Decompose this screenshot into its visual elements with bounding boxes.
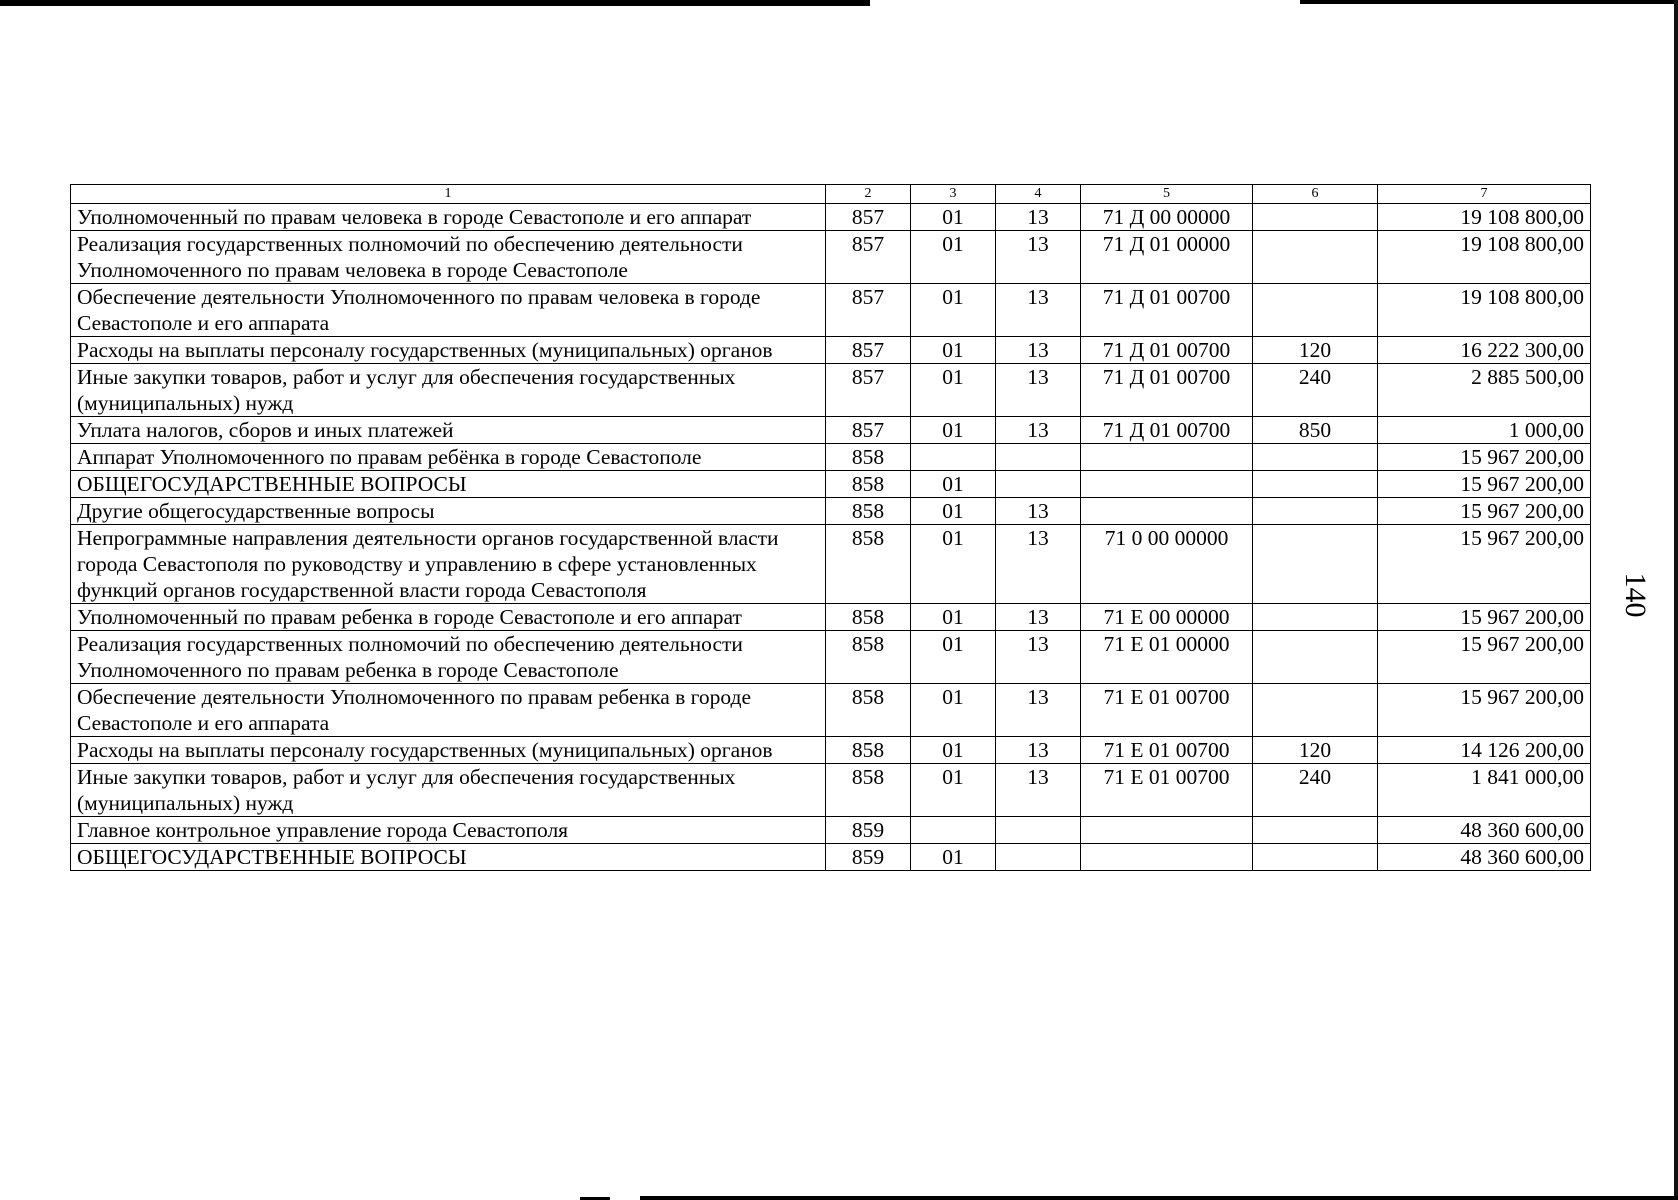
row-section: 01 (911, 525, 996, 604)
row-expense-type (1253, 444, 1378, 471)
row-section: 01 (911, 604, 996, 631)
row-target-article: 71 0 00 00000 (1081, 525, 1253, 604)
row-expense-type: 850 (1253, 417, 1378, 444)
row-subsection: 13 (996, 737, 1081, 764)
row-section: 01 (911, 684, 996, 737)
row-target-article: 71 Е 01 00700 (1081, 737, 1253, 764)
row-name: Уполномоченный по правам ребенка в городе Севастополе и его аппарат (71, 604, 826, 631)
row-name: Обеспечение деятельности Уполномоченного по правам человека в городе Севастополе и его аппарата (71, 284, 826, 337)
row-ministry-code: 858 (826, 525, 911, 604)
row-section: 01 (911, 737, 996, 764)
row-ministry-code: 858 (826, 604, 911, 631)
row-expense-type (1253, 631, 1378, 684)
scan-edge-right (1674, 0, 1678, 1200)
row-expense-type (1253, 231, 1378, 284)
scan-edge-top-right (1300, 0, 1678, 4)
row-subsection: 13 (996, 525, 1081, 604)
row-section: 01 (911, 471, 996, 498)
row-subsection (996, 844, 1081, 871)
row-target-article: 71 Д 01 00700 (1081, 364, 1253, 417)
header-col-6: 6 (1253, 185, 1378, 204)
row-amount: 15 967 200,00 (1378, 471, 1591, 498)
row-target-article: 71 Е 01 00700 (1081, 764, 1253, 817)
row-subsection (996, 471, 1081, 498)
row-ministry-code: 859 (826, 844, 911, 871)
row-amount: 14 126 200,00 (1378, 737, 1591, 764)
row-amount: 15 967 200,00 (1378, 604, 1591, 631)
row-target-article (1081, 817, 1253, 844)
row-subsection: 13 (996, 284, 1081, 337)
row-subsection: 13 (996, 417, 1081, 444)
table-row (71, 525, 1591, 604)
row-target-article: 71 Д 00 00000 (1081, 204, 1253, 231)
row-ministry-code: 857 (826, 231, 911, 284)
row-name: Реализация государственных полномочий по обеспечению деятельности Уполномоченного по правам ребенка в городе Севастополе (71, 631, 826, 684)
row-target-article (1081, 444, 1253, 471)
row-amount: 48 360 600,00 (1378, 844, 1591, 871)
row-expense-type: 240 (1253, 364, 1378, 417)
row-subsection: 13 (996, 204, 1081, 231)
row-name: ОБЩЕГОСУДАРСТВЕННЫЕ ВОПРОСЫ (71, 844, 826, 871)
row-amount: 1 841 000,00 (1378, 764, 1591, 817)
row-section: 01 (911, 284, 996, 337)
row-expense-type (1253, 204, 1378, 231)
row-ministry-code: 858 (826, 498, 911, 525)
table-row (71, 764, 1591, 817)
row-subsection: 13 (996, 364, 1081, 417)
header-col-5: 5 (1081, 185, 1253, 204)
row-target-article: 71 Д 01 00700 (1081, 337, 1253, 364)
table-row (71, 737, 1591, 764)
row-name: Другие общегосударственные вопросы (71, 498, 826, 525)
row-name: Иные закупки товаров, работ и услуг для обеспечения государственных (муниципальных) нужд (71, 364, 826, 417)
row-amount: 15 967 200,00 (1378, 498, 1591, 525)
header-col-3: 3 (911, 185, 996, 204)
header-col-4: 4 (996, 185, 1081, 204)
row-subsection: 13 (996, 631, 1081, 684)
table-row (71, 417, 1591, 444)
row-amount: 19 108 800,00 (1378, 284, 1591, 337)
table-row (71, 204, 1591, 231)
table-row (71, 684, 1591, 737)
row-amount: 16 222 300,00 (1378, 337, 1591, 364)
row-amount: 15 967 200,00 (1378, 684, 1591, 737)
row-subsection (996, 817, 1081, 844)
row-target-article: 71 Е 01 00700 (1081, 684, 1253, 737)
table-row (71, 337, 1591, 364)
row-name: Уплата налогов, сборов и иных платежей (71, 417, 826, 444)
row-ministry-code: 858 (826, 631, 911, 684)
row-ministry-code: 858 (826, 444, 911, 471)
row-target-article: 71 Е 00 00000 (1081, 604, 1253, 631)
row-expense-type (1253, 817, 1378, 844)
table-row (71, 498, 1591, 525)
row-target-article (1081, 471, 1253, 498)
row-subsection: 13 (996, 337, 1081, 364)
row-ministry-code: 857 (826, 417, 911, 444)
row-name: Главное контрольное управление города Севастополя (71, 817, 826, 844)
row-expense-type (1253, 604, 1378, 631)
row-expense-type (1253, 844, 1378, 871)
row-subsection: 13 (996, 231, 1081, 284)
budget-table (70, 184, 1591, 871)
row-expense-type (1253, 684, 1378, 737)
row-section: 01 (911, 204, 996, 231)
row-ministry-code: 858 (826, 737, 911, 764)
row-amount: 15 967 200,00 (1378, 525, 1591, 604)
row-name: Иные закупки товаров, работ и услуг для обеспечения государственных (муниципальных) нужд (71, 764, 826, 817)
row-section (911, 817, 996, 844)
row-name: Уполномоченный по правам человека в городе Севастополе и его аппарат (71, 204, 826, 231)
header-col-7: 7 (1378, 185, 1591, 204)
row-target-article (1081, 844, 1253, 871)
row-name: Непрограммные направления деятельности органов государственной власти города Севастополя по руководству и управлению в сфере установленных функций органов государственной власти города Севастополя (71, 525, 826, 604)
row-ministry-code: 858 (826, 684, 911, 737)
row-section: 01 (911, 231, 996, 284)
row-subsection: 13 (996, 604, 1081, 631)
header-col-2: 2 (826, 185, 911, 204)
row-ministry-code: 858 (826, 764, 911, 817)
row-expense-type: 120 (1253, 737, 1378, 764)
row-name: Реализация государственных полномочий по обеспечению деятельности Уполномоченного по правам человека в городе Севастополе (71, 231, 826, 284)
table-row (71, 364, 1591, 417)
row-section (911, 444, 996, 471)
table-row (71, 817, 1591, 844)
header-row (71, 185, 1591, 204)
row-section: 01 (911, 844, 996, 871)
row-section: 01 (911, 764, 996, 817)
page-number: 140 (1619, 572, 1652, 618)
row-section: 01 (911, 417, 996, 444)
table-row (71, 631, 1591, 684)
row-name: Расходы на выплаты персоналу государственных (муниципальных) органов (71, 737, 826, 764)
row-name: Аппарат Уполномоченного по правам ребёнка в городе Севастополе (71, 444, 826, 471)
row-subsection (996, 444, 1081, 471)
row-expense-type (1253, 525, 1378, 604)
row-target-article: 71 Д 01 00700 (1081, 417, 1253, 444)
row-ministry-code: 857 (826, 204, 911, 231)
row-amount: 2 885 500,00 (1378, 364, 1591, 417)
row-name: ОБЩЕГОСУДАРСТВЕННЫЕ ВОПРОСЫ (71, 471, 826, 498)
row-subsection: 13 (996, 684, 1081, 737)
row-name: Обеспечение деятельности Уполномоченного по правам ребенка в городе Севастополе и его аппарата (71, 684, 826, 737)
row-amount: 15 967 200,00 (1378, 631, 1591, 684)
table-row (71, 471, 1591, 498)
row-ministry-code: 857 (826, 364, 911, 417)
table-row (71, 604, 1591, 631)
row-ministry-code: 857 (826, 284, 911, 337)
row-section: 01 (911, 337, 996, 364)
table-row (71, 284, 1591, 337)
row-target-article: 71 Д 01 00700 (1081, 284, 1253, 337)
row-amount: 19 108 800,00 (1378, 231, 1591, 284)
table-row (71, 844, 1591, 871)
row-section: 01 (911, 498, 996, 525)
table-row (71, 444, 1591, 471)
scan-edge-top (0, 0, 870, 6)
row-section: 01 (911, 364, 996, 417)
row-expense-type (1253, 284, 1378, 337)
row-ministry-code: 858 (826, 471, 911, 498)
row-name: Расходы на выплаты персоналу государственных (муниципальных) органов (71, 337, 826, 364)
row-amount: 48 360 600,00 (1378, 817, 1591, 844)
row-ministry-code: 857 (826, 337, 911, 364)
row-expense-type: 120 (1253, 337, 1378, 364)
row-target-article: 71 Е 01 00000 (1081, 631, 1253, 684)
header-col-1: 1 (71, 185, 826, 204)
row-section: 01 (911, 631, 996, 684)
row-amount: 1 000,00 (1378, 417, 1591, 444)
table-row (71, 231, 1591, 284)
row-expense-type (1253, 498, 1378, 525)
row-expense-type: 240 (1253, 764, 1378, 817)
row-subsection: 13 (996, 498, 1081, 525)
row-subsection: 13 (996, 764, 1081, 817)
scan-edge-bottom (640, 1196, 1678, 1200)
row-amount: 15 967 200,00 (1378, 444, 1591, 471)
row-ministry-code: 859 (826, 817, 911, 844)
row-amount: 19 108 800,00 (1378, 204, 1591, 231)
row-target-article: 71 Д 01 00000 (1081, 231, 1253, 284)
row-target-article (1081, 498, 1253, 525)
table-body (71, 204, 1591, 871)
row-expense-type (1253, 471, 1378, 498)
